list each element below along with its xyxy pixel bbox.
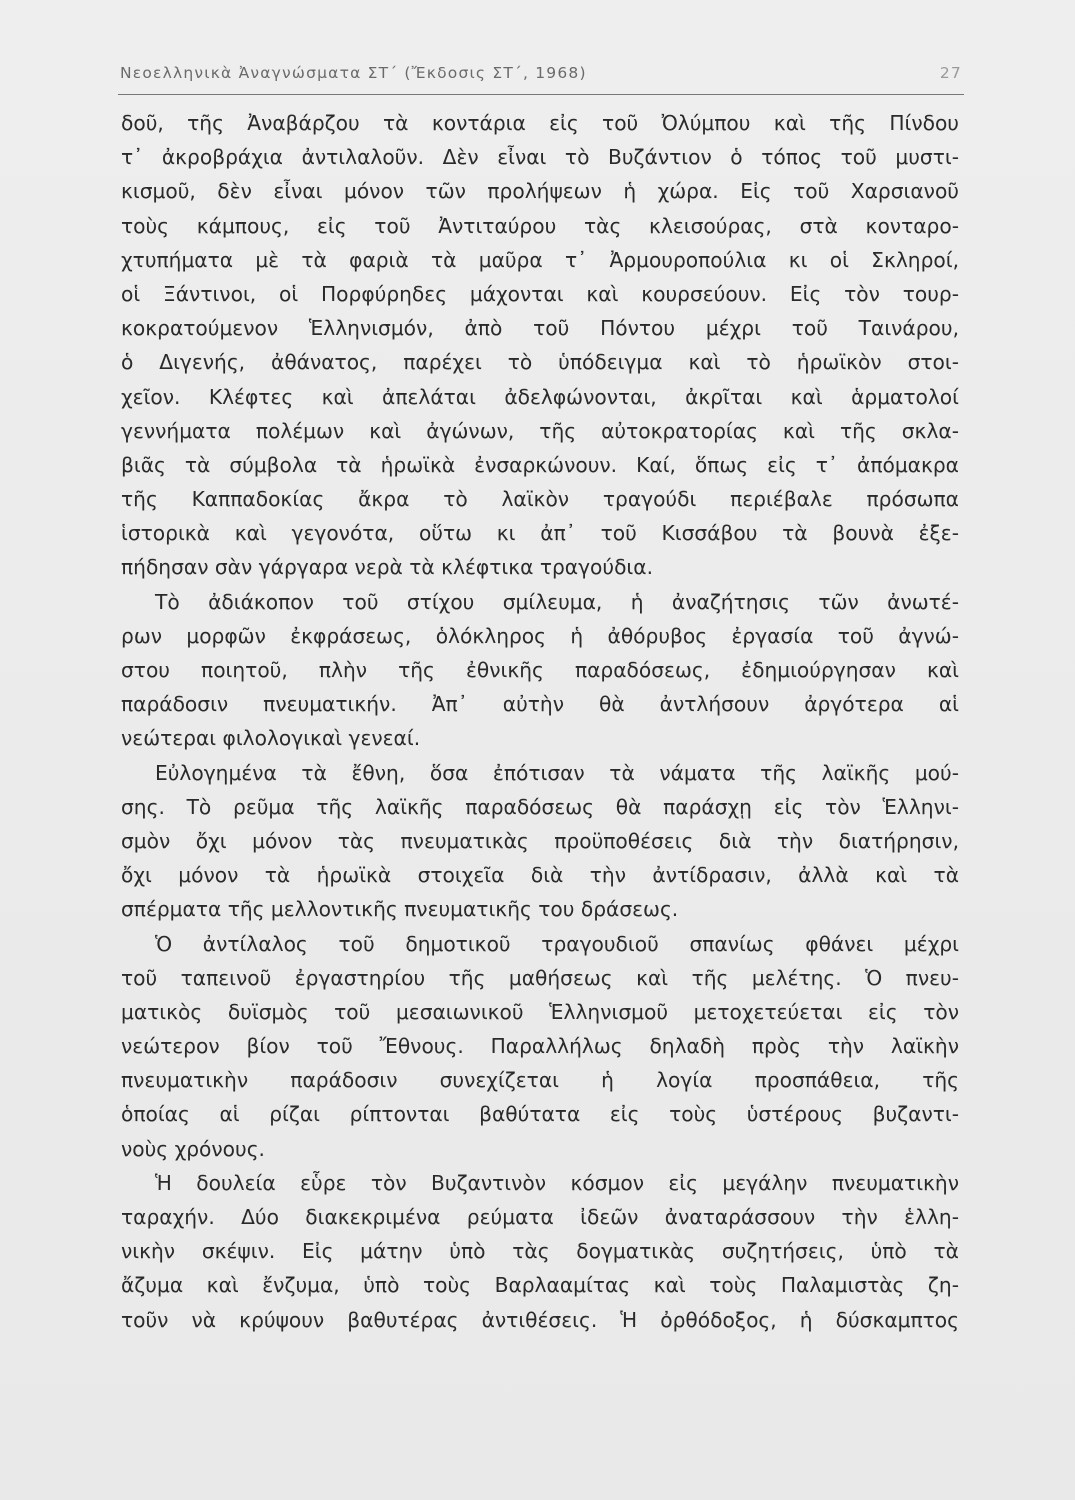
text-line: πνευματικὴν παράδοσιν συνεχίζεται ἡ λογία προσπάθεια, τῆς [121, 1068, 959, 1093]
text-line: νεώτερον βίον τοῦ Ἔθνους. Παραλλήλως δηλαδὴ πρὸς τὴν λαϊκὴν [121, 1034, 959, 1059]
text-line: τοῦ ταπεινοῦ ἐργαστηρίου τῆς μαθήσεως καὶ τῆς μελέτης. Ὁ πνευ- [121, 965, 959, 990]
text-line: νεώτεραι φιλολογικαὶ γενεαί. [121, 726, 421, 751]
text-line: ἄζυμα καὶ ἔνζυμα, ὑπὸ τοὺς Βαρλααμίτας καὶ τοὺς Παλαμιστὰς ζη- [121, 1273, 959, 1298]
text-line: χεῖον. Κλέφτες καὶ ἀπελάται ἀδελφώνονται, ἀκρῖται καὶ ἁρματολοί [121, 384, 959, 409]
text-line: ὁποίας αἱ ρίζαι ρίπτονται βαθύτατα εἰς τοὺς ὑστέρους βυζαντι- [121, 1102, 959, 1127]
paragraph-first-line: Τὸ ἀδιάκοπον τοῦ στίχου σμίλευμα, ἡ ἀναζήτησις τῶν ἀνωτέ- [155, 589, 959, 614]
text-line: βιᾶς τὰ σύμβολα τὰ ἡρωϊκὰ ἐνσαρκώνουν. Καί, ὅπως εἰς τ᾽ ἀπόμακρα [121, 452, 959, 477]
running-header [120, 64, 962, 88]
text-line: τοὺς κάμπους, εἰς τοῦ Ἀντιταύρου τὰς κλεισούρας, στὰ κονταρο- [121, 213, 959, 238]
text-line: σης. Τὸ ρεῦμα τῆς λαϊκῆς παραδόσεως θὰ παράσχῃ εἰς τὸν Ἑλληνι- [121, 794, 959, 819]
paragraph-first-line: Ἡ δουλεία εὗρε τὸν Βυζαντινὸν κόσμον εἰς μεγάλην πνευματικὴν [155, 1170, 959, 1195]
text-line: νικὴν σκέψιν. Εἰς μάτην ὑπὸ τὰς δογματικὰς συζητήσεις, ὑπὸ τὰ [121, 1239, 959, 1264]
text-line: ταραχήν. Δύο διακεκριμένα ρεύματα ἰδεῶν ἀναταράσσουν τὴν ἑλλη- [121, 1205, 959, 1229]
text-line: ρων μορφῶν ἐκφράσεως, ὁλόκληρος ἡ ἀθόρυβος ἐργασία τοῦ ἀγνώ- [121, 623, 959, 648]
text-line: κοκρατούμενον Ἑλληνισμόν, ἀπὸ τοῦ Πόντου μέχρι τοῦ Ταινάρου, [121, 316, 959, 341]
header-title: Νεοελληνικὰ Ἀναγνώσματα ΣΤ΄ (Ἔκδοσις ΣΤ΄, 1968) [120, 64, 587, 82]
text-line: πήδησαν σὰν γάργαρα νερὰ τὰ κλέφτικα τραγούδια. [121, 555, 653, 580]
text-line: ματικὸς δυϊσμὸς τοῦ μεσαιωνικοῦ Ἑλληνισμοῦ μετοχετεύεται εἰς τὸν [121, 999, 959, 1024]
text-line: δοῦ, τῆς Ἀναβάρζου τὰ κοντάρια εἰς τοῦ Ὀλύμπου καὶ τῆς Πίνδου [121, 111, 959, 135]
text-line: σμὸν ὄχι μόνον τὰς πνευματικὰς προϋποθέσεις διὰ τὴν διατήρησιν, [121, 828, 959, 853]
text-line: νοὺς χρόνους. [121, 1136, 265, 1161]
page-number: 27 [939, 64, 962, 82]
text-line: οἱ Ξάντινοι, οἱ Πορφύρηδες μάχονται καὶ κουρσεύουν. Εἰς τὸν τουρ- [121, 281, 959, 306]
body-text [121, 106, 959, 1337]
text-line: τ᾽ ἀκροβράχια ἀντιλαλοῦν. Δὲν εἶναι τὸ Βυζάντιον ὁ τόπος τοῦ μυστι- [121, 145, 959, 170]
text-line: τοῦν νὰ κρύψουν βαθυτέρας ἀντιθέσεις. Ἡ ὀρθόδοξος, ἡ δύσκαμπτος [121, 1307, 959, 1332]
text-line: χτυπήματα μὲ τὰ φαριὰ τὰ μαῦρα τ᾽ Ἀρμουροπούλια κι οἱ Σκληροί, [121, 247, 959, 272]
text-line: ἱστορικὰ καὶ γεγονότα, οὕτω κι ἀπ᾽ τοῦ Κισσάβου τὰ βουνὰ ἐξε- [121, 521, 959, 546]
text-line: γεννήματα πολέμων καὶ ἀγώνων, τῆς αὐτοκρατορίας καὶ τῆς σκλα- [121, 418, 959, 443]
text-line: ὄχι μόνον τὰ ἡρωϊκὰ στοιχεῖα διὰ τὴν ἀντίδρασιν, ἀλλὰ καὶ τὰ [121, 863, 959, 888]
text-line: σπέρματα τῆς μελλοντικῆς πνευματικῆς του δράσεως. [121, 897, 679, 922]
text-line: τῆς Καππαδοκίας ἄκρα τὸ λαϊκὸν τραγούδι περιέβαλε πρόσωπα [121, 487, 959, 512]
text-line: στου ποιητοῦ, πλὴν τῆς ἐθνικῆς παραδόσεως, ἐδημιούργησαν καὶ [121, 658, 959, 682]
text-line: κισμοῦ, δὲν εἶναι μόνον τῶν προλήψεων ἡ χώρα. Εἰς τοῦ Χαρσιανοῦ [121, 179, 959, 204]
header-rule [118, 94, 964, 95]
text-line: ὁ Διγενής, ἀθάνατος, παρέχει τὸ ὑπόδειγμα καὶ τὸ ἡρωϊκὸν στοι- [121, 350, 959, 375]
paragraph-first-line: Εὐλογημένα τὰ ἔθνη, ὅσα ἐπότισαν τὰ νάματα τῆς λαϊκῆς μού- [155, 760, 959, 785]
paragraph-first-line: Ὁ ἀντίλαλος τοῦ δημοτικοῦ τραγουδιοῦ σπανίως φθάνει μέχρι [155, 931, 959, 956]
text-line: παράδοσιν πνευματικήν. Ἀπ᾽ αὐτὴν θὰ ἀντλήσουν ἀργότερα αἱ [121, 692, 959, 717]
